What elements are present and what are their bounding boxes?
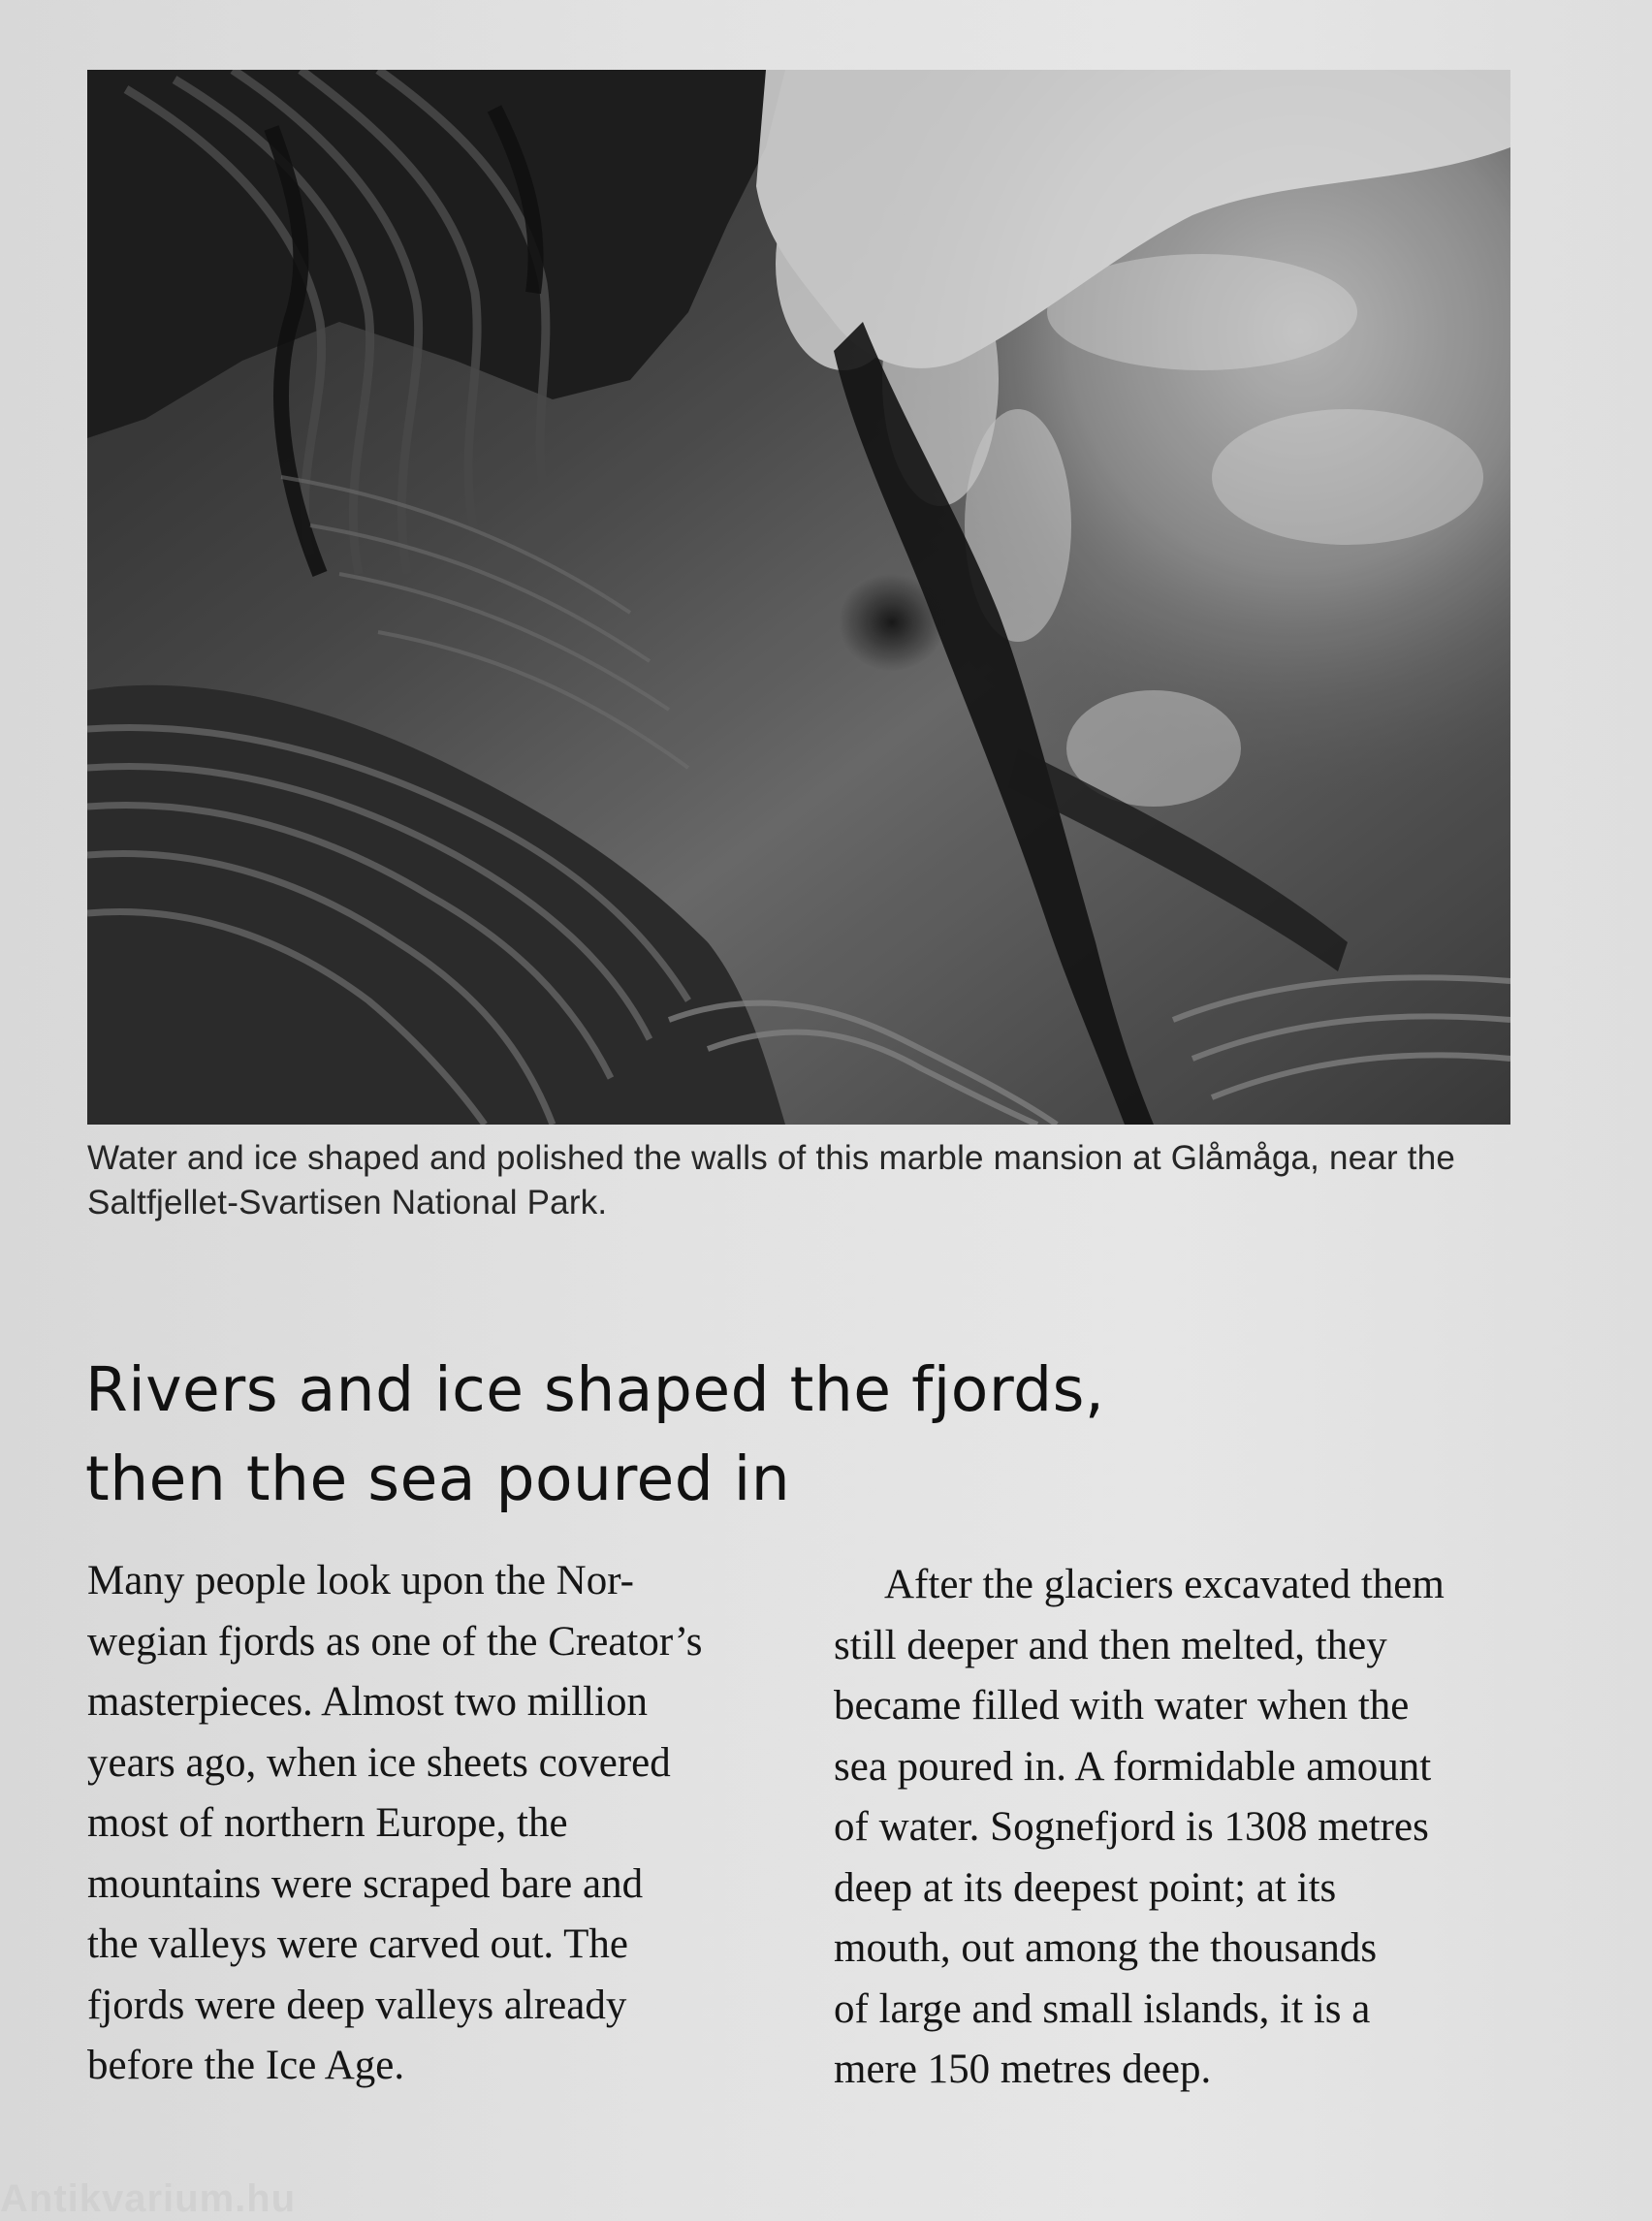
body-line: wegian fjords as one of the Creator’s	[87, 1618, 703, 1665]
heading-line: then the sea poured in	[85, 1444, 791, 1514]
body-line: became filled with water when the	[834, 1683, 1410, 1729]
body-line: of water. Sognefjord is 1308 metres	[834, 1804, 1429, 1850]
caption-line: Saltfjellet-Svartisen National Park.	[87, 1184, 608, 1222]
body-line: most of northern Europe, the	[87, 1800, 568, 1846]
body-line: mountains were scraped bare and	[87, 1860, 644, 1907]
marble-rock-photo-illustration	[87, 70, 1510, 1125]
body-column-left	[87, 1551, 785, 2097]
heading-line: Rivers and ice shaped the fjords,	[85, 1354, 1105, 1425]
photo-caption	[87, 1136, 1512, 1225]
marble-rock-photo	[87, 70, 1510, 1125]
body-line: After the glaciers excavated them	[884, 1562, 1445, 1607]
body-line: sea poured in. A formidable amount	[834, 1743, 1432, 1790]
body-line: the valleys were carved out. The	[87, 1921, 628, 1967]
body-line: masterpieces. Almost two million	[87, 1679, 649, 1725]
body-line: fjords were deep valleys already	[87, 1982, 627, 2028]
body-line: mere 150 metres deep.	[834, 2046, 1212, 2092]
caption-line: Water and ice shaped and polished the walls of this marble mansion at Glåmåga, near the	[87, 1139, 1456, 1177]
body-line: of large and small islands, it is a	[834, 1985, 1371, 2032]
body-line: still deeper and then melted, they	[834, 1622, 1387, 1668]
body-line: Many people look upon the Nor-	[87, 1558, 634, 1603]
section-heading	[85, 1346, 1443, 1524]
body-column-right	[834, 1555, 1551, 2101]
body-line: years ago, when ice sheets covered	[87, 1739, 671, 1786]
body-line: mouth, out among the thousands	[834, 1925, 1378, 1971]
body-line: before the Ice Age.	[87, 2043, 405, 2088]
body-line: deep at its deepest point; at its	[834, 1864, 1337, 1911]
watermark-text: Antikvarium.hu	[0, 2177, 297, 2220]
